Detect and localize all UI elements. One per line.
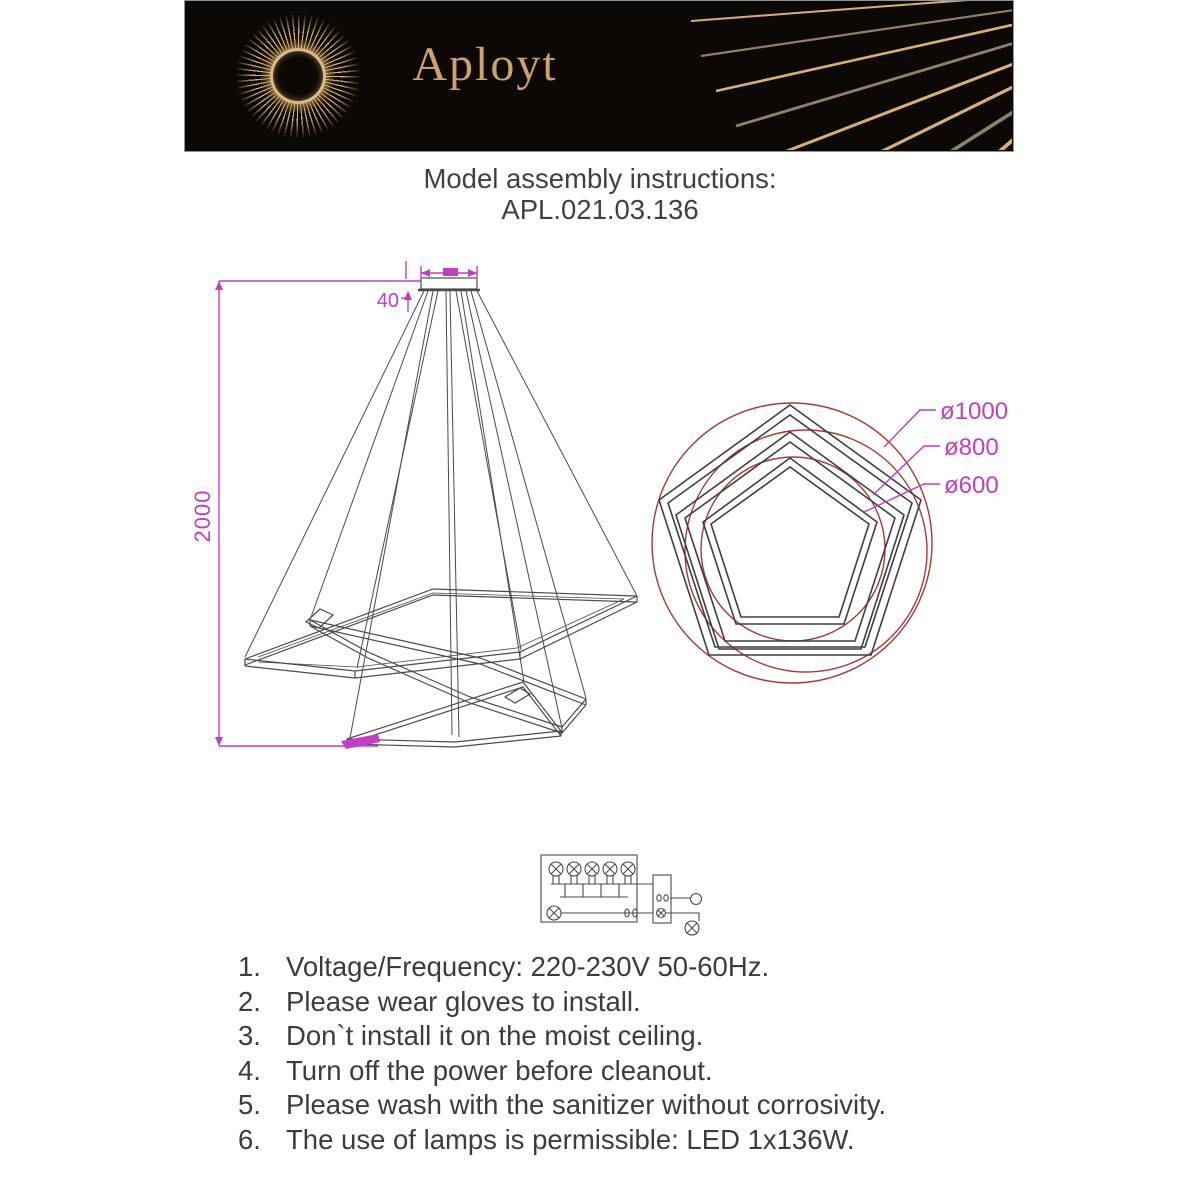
pentagon-rings: [659, 405, 921, 655]
suspension-wires: [245, 291, 637, 738]
instruction-text: Voltage/Frequency: 220-230V 50-60Hz.: [286, 951, 770, 982]
dia-1000-label: ø1000: [940, 398, 1009, 425]
instruction-number: 5.: [238, 1089, 261, 1120]
instruction-list: [238, 953, 1018, 1154]
wiring-buses: [551, 884, 653, 897]
dia-600-label: ø600: [944, 472, 999, 499]
instruction-text: Turn off the power before cleanout.: [286, 1054, 713, 1086]
dimension-lines: [215, 261, 477, 749]
instruction-text: Don`t install it on the moist ceiling.: [286, 1020, 704, 1051]
top-view: [652, 398, 1008, 683]
lamp-symbols: [549, 862, 635, 884]
driver-box: [653, 875, 702, 935]
instruction-item: [238, 1022, 1018, 1050]
instruction-text: Please wear gloves to install.: [286, 985, 641, 1017]
instruction-number: 3.: [238, 1020, 261, 1051]
instruction-item: [238, 1123, 1018, 1155]
model-number: APL.021.03.136: [501, 194, 699, 225]
hook-symbol: [691, 894, 702, 905]
instruction-item: [238, 1091, 1018, 1119]
instruction-item: [238, 953, 1018, 981]
dim-canopy-label: 40: [376, 290, 399, 312]
dim-height-label: 2000: [190, 489, 215, 543]
dia-800-label: ø800: [944, 434, 999, 461]
instruction-number: 4.: [238, 1054, 261, 1086]
instruction-item: [238, 985, 1018, 1017]
instruction-number: 1.: [238, 951, 261, 982]
title-line: Model assembly instructions:: [423, 163, 777, 194]
ring-small: [347, 682, 561, 747]
instruction-number: 2.: [238, 985, 261, 1017]
instruction-text: Please wash with the sanitizer without corrosivity.: [286, 1089, 887, 1120]
instruction-number: 6.: [238, 1123, 261, 1155]
chandelier-side-view: [245, 278, 637, 747]
brand-wordmark: Aployt: [412, 38, 558, 91]
ceiling-canopy: [421, 278, 477, 289]
ring-large: [245, 589, 637, 678]
instruction-item: [238, 1054, 1018, 1086]
instruction-text: The use of lamps is permissible: LED 1x136W.: [286, 1123, 855, 1155]
wiring-diagram: [541, 855, 702, 935]
